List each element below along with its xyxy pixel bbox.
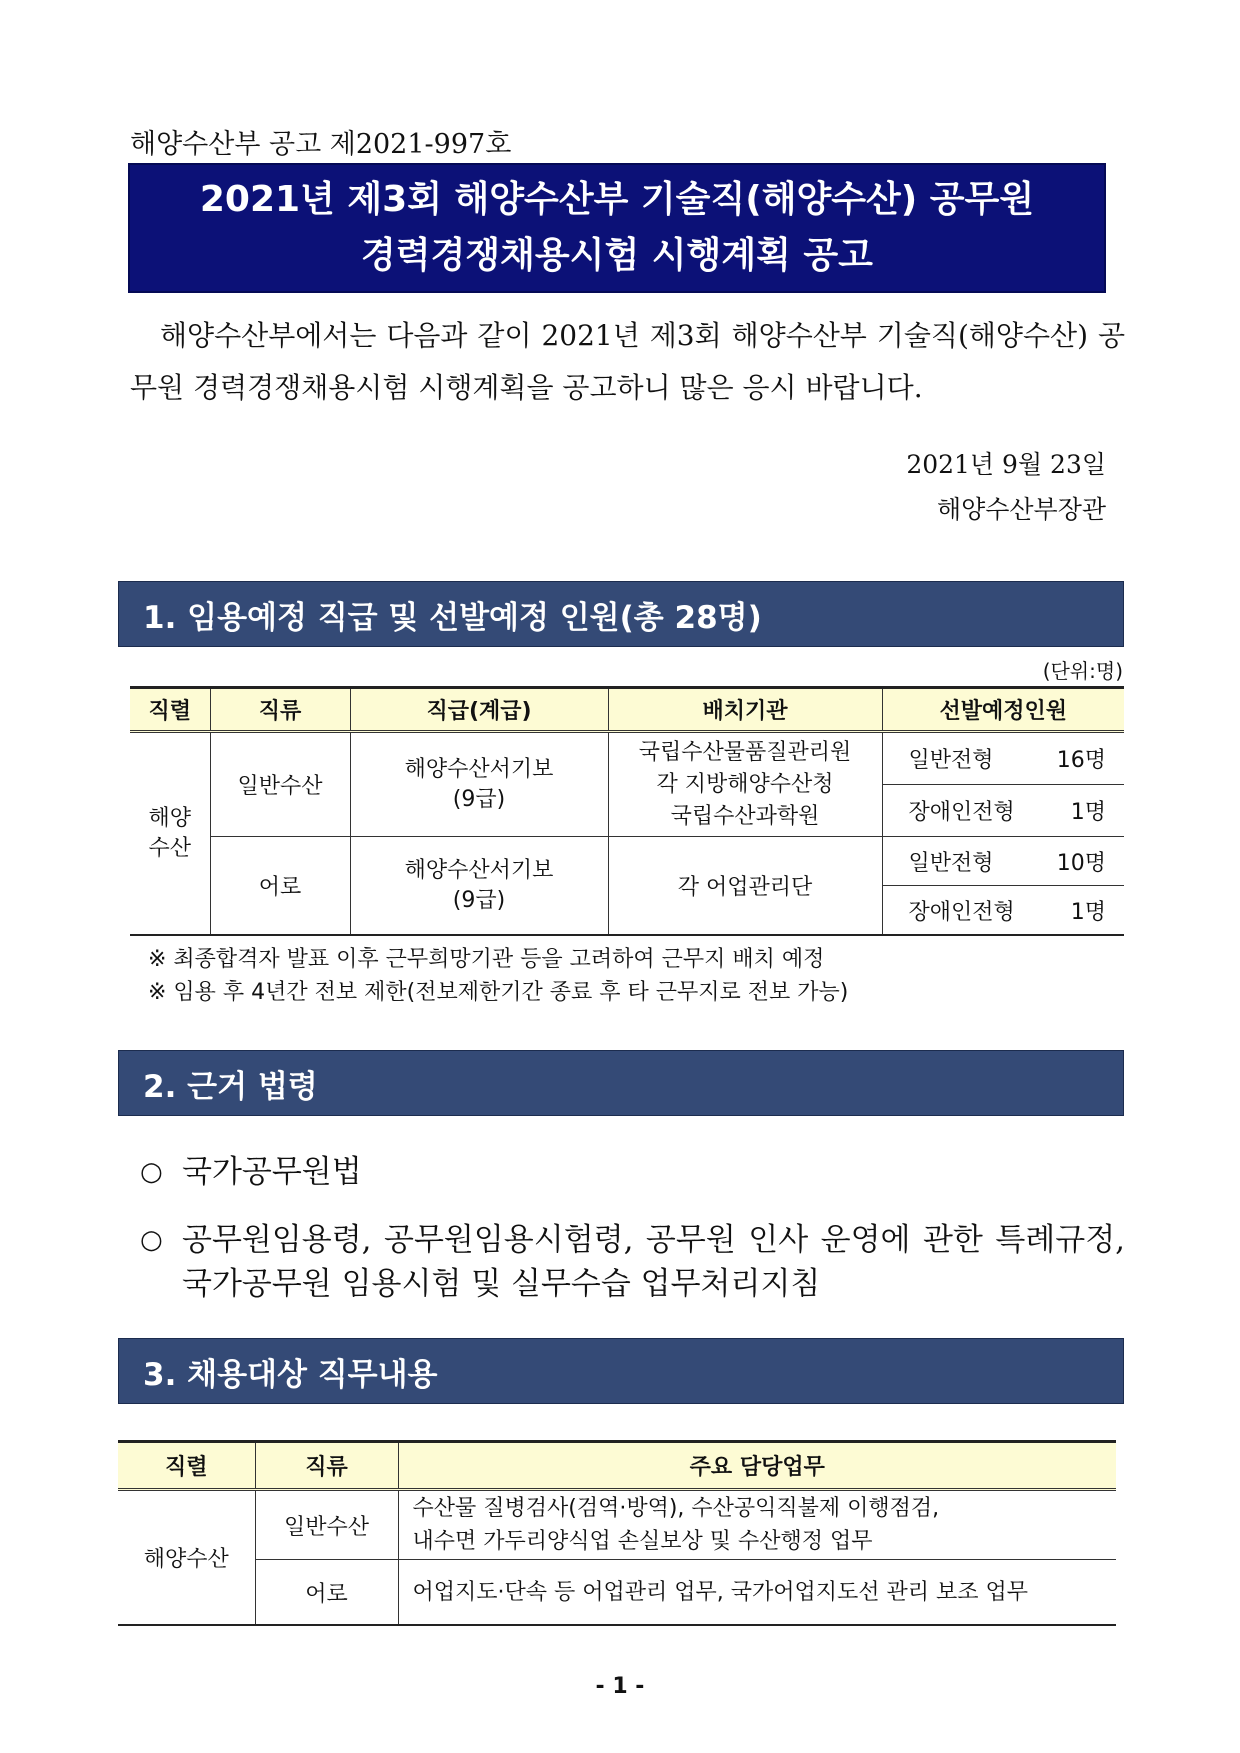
header-quota: 선발예정인원 (882, 688, 1124, 732)
section-3-heading-bar (118, 1338, 1124, 1404)
recruit-count: 1명 (1070, 899, 1106, 925)
header-duty: 주요 담당업무 (398, 1442, 1116, 1490)
footnote: ※ 임용 후 4년간 전보 제한(전보제한기간 종료 후 타 근무지로 전보 가능) (148, 980, 849, 1005)
series-name: 해양 수산 (148, 805, 191, 861)
agency-line: 국립수산과학원 (670, 803, 820, 829)
issuer: 해양수산부장관 (936, 495, 1106, 524)
branch-cell: 어로 (255, 1560, 398, 1626)
grade-level: (9급) (452, 887, 506, 913)
duty-cell: 어업지도·단속 등 어업관리 업무, 국가어업지도선 관리 보조 업무 (398, 1560, 1116, 1626)
unit-label: (단위:명) (1042, 659, 1123, 683)
bullet-icon: ○ (140, 1225, 163, 1255)
intro-text: 해양수산부에서는 다음과 같이 2021년 제3회 해양수산부 기술직(해양수산) 공무원 경력경쟁채용시험 시행계획을 공고하니 많은 응시 바랍니다. (130, 319, 1125, 404)
agency-line: 각 지방해양수산청 (656, 771, 834, 797)
section-1-heading: 1. 임용예정 직급 및 선발예정 인원(총 28명) (143, 599, 762, 636)
law-item (140, 1218, 1125, 1306)
header-branch: 직류 (210, 688, 350, 732)
duty-line: 수산물 질병검사(검역·방역), 수산공익직불제 이행점검, (412, 1496, 940, 1521)
recruit-type: 일반전형 (908, 850, 994, 876)
section-1-heading-bar (118, 581, 1124, 647)
law-item (140, 1150, 1125, 1194)
section-3-heading: 3. 채용대상 직무내용 (143, 1356, 438, 1393)
header-grade: 직급(계급) (350, 688, 608, 732)
table-header-row (130, 688, 1124, 732)
footnotes (148, 943, 848, 1009)
agency-cell: 각 어업관리단 (608, 837, 882, 936)
grade-cell (350, 732, 608, 837)
quota-cell (882, 732, 1124, 785)
positions-table (130, 686, 1124, 936)
title-banner (128, 163, 1106, 293)
grade-level: (9급) (452, 786, 506, 812)
page-number: - 1 - (595, 1674, 645, 1699)
notice-date: 2021년 9월 23일 (906, 450, 1106, 479)
title-line-2: 경력경쟁채용시험 시행계획 공고 (361, 235, 873, 276)
table-row (118, 1490, 1116, 1560)
header-branch: 직류 (255, 1442, 398, 1490)
branch-cell: 일반수산 (210, 732, 350, 837)
intro-paragraph (130, 310, 1125, 414)
series-cell (130, 732, 210, 936)
header-agency: 배치기관 (608, 688, 882, 732)
grade-title: 해양수산서기보 (404, 756, 554, 782)
quota-cell (882, 837, 1124, 886)
duties-table (118, 1440, 1116, 1626)
bullet-icon: ○ (140, 1157, 163, 1187)
quota-cell (882, 785, 1124, 837)
recruit-count: 1명 (1070, 800, 1106, 825)
recruit-type: 장애인전형 (908, 899, 1015, 925)
recruit-type: 일반전형 (908, 748, 994, 773)
grade-title: 해양수산서기보 (404, 857, 554, 883)
title-line-1: 2021년 제3회 해양수산부 기술직(해양수산) 공무원 (199, 179, 1035, 220)
series-cell: 해양수산 (118, 1490, 255, 1626)
duty-cell (398, 1490, 1116, 1560)
duty-line: 내수면 가두리양식업 손실보상 및 수산행정 업무 (412, 1529, 873, 1554)
table-row (118, 1560, 1116, 1626)
table-row (130, 837, 1124, 886)
agency-line: 국립수산물품질관리원 (638, 739, 852, 765)
grade-cell (350, 837, 608, 936)
recruit-count: 10명 (1056, 850, 1106, 876)
recruit-type: 장애인전형 (908, 800, 1015, 825)
agency-cell (608, 732, 882, 837)
law-text: 공무원임용령, 공무원임용시험령, 공무원 인사 운영에 관한 특례규정, 국가공무원 임용시험 및 실무수습 업무처리지침 (182, 1222, 1125, 1302)
quota-cell (882, 886, 1124, 936)
law-text: 국가공무원법 (182, 1154, 362, 1190)
section-2-heading: 2. 근거 법령 (143, 1068, 318, 1105)
branch-cell: 일반수산 (255, 1490, 398, 1560)
header-series: 직렬 (118, 1442, 255, 1490)
table-header-row (118, 1442, 1116, 1490)
notice-number: 해양수산부 공고 제2021-997호 (130, 129, 512, 160)
branch-cell: 어로 (210, 837, 350, 936)
table-row (130, 732, 1124, 785)
section-2-heading-bar (118, 1050, 1124, 1116)
recruit-count: 16명 (1056, 748, 1106, 773)
footnote: ※ 최종합격자 발표 이후 근무희망기관 등을 고려하여 근무지 배치 예정 (148, 947, 825, 972)
header-series: 직렬 (130, 688, 210, 732)
